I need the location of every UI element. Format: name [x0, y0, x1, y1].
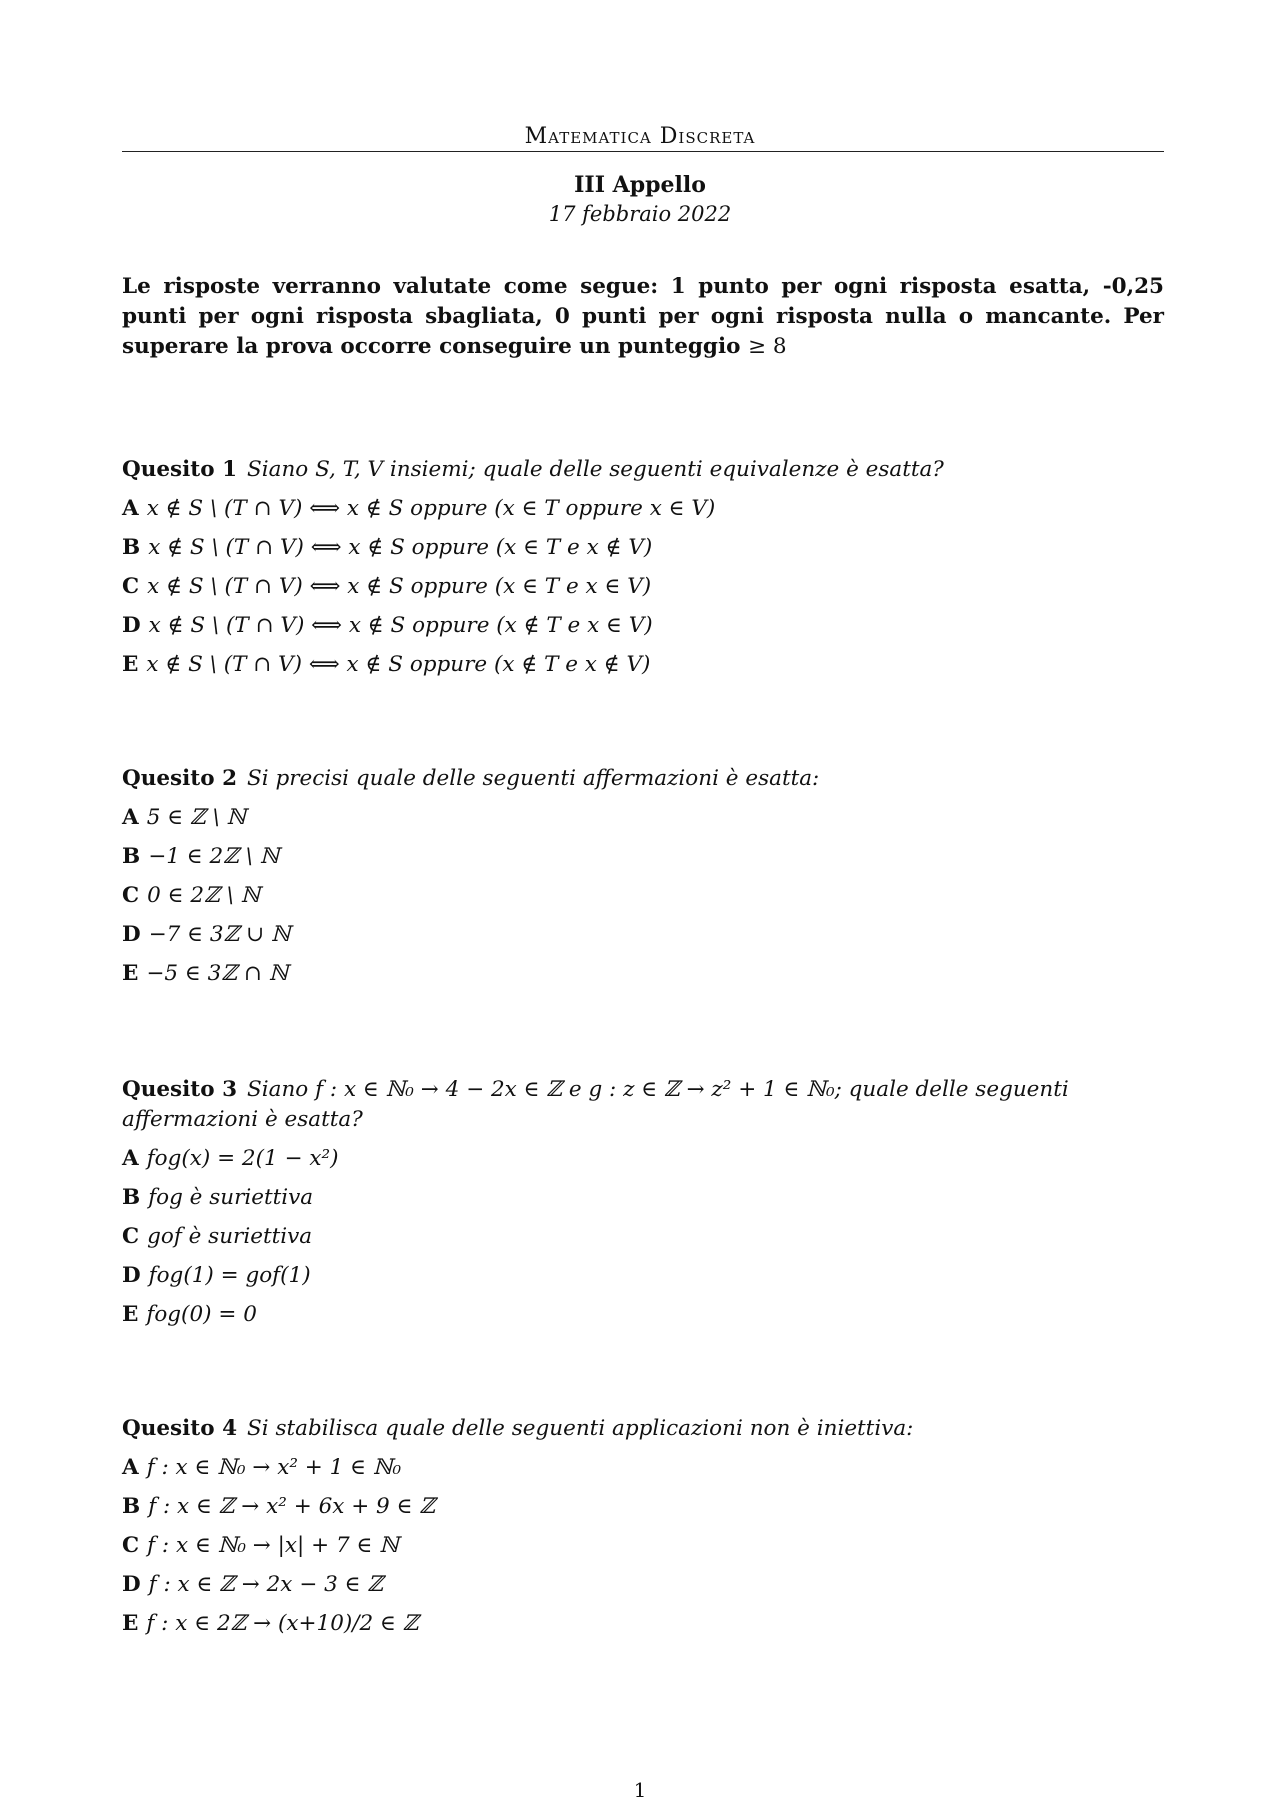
instructions — [122, 272, 1164, 362]
option-letter: D — [122, 1572, 141, 1597]
question-label: Quesito 2 — [122, 766, 238, 791]
option-letter: C — [122, 1224, 140, 1249]
question-2 — [122, 764, 1172, 989]
question-4 — [122, 1414, 1172, 1639]
option-c — [122, 881, 1172, 911]
option-letter: A — [122, 805, 139, 830]
option-letter: E — [122, 652, 139, 677]
option-e — [122, 1300, 1172, 1330]
option-text: −1 ∈ 2ℤ \ ℕ — [148, 844, 280, 869]
option-text: f : x ∈ ℕ₀ → x² + 1 ∈ ℕ₀ — [146, 1455, 402, 1480]
option-a — [122, 1453, 1172, 1483]
option-letter: B — [122, 1494, 141, 1519]
option-b — [122, 1492, 1172, 1522]
exam-date: 17 febbraio 2022 — [548, 202, 732, 226]
question-text: Siano f : x ∈ ℕ₀ → 4 − 2x ∈ ℤ e g : z ∈ ℤ → z² + 1 ∈ ℕ₀; quale delle seguenti affermazioni è esatta? — [122, 1077, 1069, 1132]
option-a — [122, 803, 1172, 833]
option-letter: E — [122, 1611, 139, 1636]
option-a — [122, 1144, 1172, 1174]
option-letter: A — [122, 1146, 139, 1171]
option-text: x ∉ S \ (T ∩ V) ⟺ x ∉ S oppure (x ∉ T e x ∉ V) — [146, 652, 651, 677]
option-d — [122, 611, 1172, 641]
option-letter: B — [122, 844, 141, 869]
option-b — [122, 533, 1172, 563]
option-letter: E — [122, 961, 139, 986]
option-e — [122, 1609, 1172, 1639]
question-label: Quesito 3 — [122, 1077, 238, 1102]
option-c — [122, 1531, 1172, 1561]
option-letter: B — [122, 535, 141, 560]
option-letter: C — [122, 574, 140, 599]
option-text: f : x ∈ ℤ → 2x − 3 ∈ ℤ — [148, 1572, 384, 1597]
option-letter: C — [122, 883, 140, 908]
question-label: Quesito 1 — [122, 457, 238, 482]
option-c — [122, 572, 1172, 602]
option-e — [122, 959, 1172, 989]
option-text: −5 ∈ 3ℤ ∩ ℕ — [146, 961, 289, 986]
option-d — [122, 1570, 1172, 1600]
option-text: f : x ∈ 2ℤ → (x+10)/2 ∈ ℤ — [146, 1611, 419, 1636]
option-e — [122, 650, 1172, 680]
question-label: Quesito 4 — [122, 1416, 238, 1441]
option-letter: A — [122, 496, 139, 521]
header-rule — [122, 151, 1164, 152]
instructions-text: Le risposte verranno valutate come segue: 1 punto per ogni risposta esatta, -0,25 punti per ogni risposta sbagliata, 0 punti per ogni risposta nulla o mancante. Per superare la prova occorre conseguire un punteggio — [122, 274, 1164, 359]
option-letter: D — [122, 613, 141, 638]
option-b — [122, 1183, 1172, 1213]
option-text: fog è suriettiva — [148, 1185, 314, 1210]
option-d — [122, 920, 1172, 950]
page-number: 1 — [633, 1778, 647, 1802]
option-text: fog(x) = 2(1 − x²) — [146, 1146, 339, 1171]
option-text: −7 ∈ 3ℤ ∪ ℕ — [148, 922, 291, 947]
option-letter: D — [122, 1263, 141, 1288]
option-letter: A — [122, 1455, 139, 1480]
option-text: 0 ∈ 2ℤ \ ℕ — [147, 883, 261, 908]
question-text: Siano S, T, V insiemi; quale delle seguenti equivalenze è esatta? — [247, 457, 944, 482]
option-c — [122, 1222, 1172, 1252]
option-letter: E — [122, 1302, 139, 1327]
course-title: Matematica Discreta — [524, 124, 756, 149]
option-text: x ∉ S \ (T ∩ V) ⟺ x ∉ S oppure (x ∈ T oppure x ∈ V) — [146, 496, 716, 521]
option-letter: B — [122, 1185, 141, 1210]
option-text: fog(1) = gof(1) — [148, 1263, 311, 1288]
option-text: gof è suriettiva — [147, 1224, 313, 1249]
option-letter: C — [122, 1533, 140, 1558]
option-text: 5 ∈ ℤ \ ℕ — [146, 805, 247, 830]
option-a — [122, 494, 1172, 524]
exam-title: III Appello — [574, 172, 706, 198]
score-threshold: ≥ 8 — [747, 334, 787, 359]
option-text: x ∉ S \ (T ∩ V) ⟺ x ∉ S oppure (x ∈ T e x ∉ V) — [148, 535, 653, 560]
option-text: x ∉ S \ (T ∩ V) ⟺ x ∉ S oppure (x ∉ T e x ∈ V) — [148, 613, 653, 638]
question-1 — [122, 455, 1172, 680]
option-text: f : x ∈ ℕ₀ → |x| + 7 ∈ ℕ — [147, 1533, 399, 1558]
question-3 — [122, 1075, 1172, 1330]
option-text: f : x ∈ ℤ → x² + 6x + 9 ∈ ℤ — [148, 1494, 436, 1519]
option-letter: D — [122, 922, 141, 947]
question-text: Si precisi quale delle seguenti affermazioni è esatta: — [247, 766, 820, 791]
question-text: Si stabilisca quale delle seguenti applicazioni non è iniettiva: — [247, 1416, 914, 1441]
option-b — [122, 842, 1172, 872]
option-text: fog(0) = 0 — [146, 1302, 257, 1327]
option-d — [122, 1261, 1172, 1291]
option-text: x ∉ S \ (T ∩ V) ⟺ x ∉ S oppure (x ∈ T e x ∈ V) — [147, 574, 652, 599]
